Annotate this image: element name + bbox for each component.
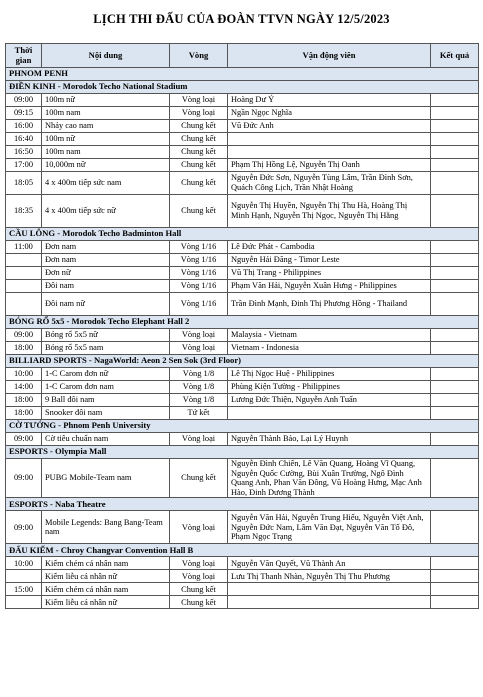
event-cell: Snooker đôi nam: [42, 407, 170, 420]
event-cell: Bóng rổ 5x5 nam: [42, 342, 170, 355]
time-cell: 09:15: [6, 107, 42, 120]
header-row: [6, 44, 479, 68]
result-cell: [431, 329, 479, 342]
table-row: [6, 254, 479, 267]
result-cell: [431, 146, 479, 159]
event-cell: Mobile Legends: Bang Bang-Team nam: [42, 511, 170, 544]
section-row: [6, 68, 479, 81]
time-cell: 14:00: [6, 381, 42, 394]
table-row: [6, 280, 479, 293]
table-row: [6, 107, 479, 120]
round-cell: Vòng loại: [170, 511, 228, 544]
event-cell: Đơn nam: [42, 254, 170, 267]
athletes-cell: Vũ Thị Trang - Philippines: [228, 267, 431, 280]
section-title: ESPORTS - Naba Theatre: [6, 498, 479, 511]
time-cell: 16:50: [6, 146, 42, 159]
section-row: [6, 498, 479, 511]
athletes-cell: Malaysia - Vietnam: [228, 329, 431, 342]
event-cell: Đôi nam nữ: [42, 293, 170, 316]
result-cell: [431, 254, 479, 267]
table-row: [6, 172, 479, 195]
round-cell: Vòng loại: [170, 329, 228, 342]
round-cell: Vòng loại: [170, 107, 228, 120]
section-title: CỜ TƯỚNG - Phnom Penh University: [6, 420, 479, 433]
event-cell: 9 Ball đôi nam: [42, 394, 170, 407]
table-row: [6, 195, 479, 228]
athletes-cell: Nguyễn Văn Quyết, Vũ Thành An: [228, 557, 431, 570]
result-cell: [431, 557, 479, 570]
athletes-cell: Trần Đình Mạnh, Đinh Thị Phương Hồng - Thailand: [228, 293, 431, 316]
result-cell: [431, 596, 479, 609]
section-title: ĐẤU KIẾM - Chroy Changvar Convention Hall B: [6, 544, 479, 557]
result-cell: [431, 241, 479, 254]
athletes-cell: Vũ Đức Anh: [228, 120, 431, 133]
schedule-table: [5, 43, 479, 609]
table-row: [6, 159, 479, 172]
event-cell: 1-C Carom đơn nam: [42, 381, 170, 394]
section-title: BÓNG RỔ 5x5 - Morodok Techo Elephant Hall 2: [6, 316, 479, 329]
event-cell: Đơn nữ: [42, 267, 170, 280]
result-cell: [431, 342, 479, 355]
athletes-cell: Nguyễn Thị Huyền, Nguyễn Thị Thu Hà, Hoàng Thị Minh Hạnh, Nguyễn Thị Ngọc, Nguyễn Thị Hằng: [228, 195, 431, 228]
time-cell: 10:00: [6, 557, 42, 570]
table-row: [6, 407, 479, 420]
round-cell: Chung kết: [170, 159, 228, 172]
round-cell: Tứ kết: [170, 407, 228, 420]
athletes-cell: Phạm Thị Hồng Lệ, Nguyễn Thị Oanh: [228, 159, 431, 172]
athletes-cell: Lưu Thị Thanh Nhàn, Nguyễn Thị Thu Phương: [228, 570, 431, 583]
result-cell: [431, 120, 479, 133]
event-cell: 4 x 400m tiếp sức nam: [42, 172, 170, 195]
round-cell: Vòng 1/8: [170, 368, 228, 381]
event-cell: 100m nữ: [42, 133, 170, 146]
result-cell: [431, 267, 479, 280]
header-time: Thời gian: [6, 44, 42, 68]
time-cell: 09:00: [6, 511, 42, 544]
event-cell: Đơn nam: [42, 241, 170, 254]
header-athletes: Vận động viên: [228, 44, 431, 68]
time-cell: 15:00: [6, 583, 42, 596]
table-row: [6, 241, 479, 254]
table-row: [6, 133, 479, 146]
table-row: [6, 342, 479, 355]
event-cell: 10,000m nữ: [42, 159, 170, 172]
round-cell: Vòng loại: [170, 557, 228, 570]
time-cell: [6, 267, 42, 280]
round-cell: Vòng 1/16: [170, 241, 228, 254]
result-cell: [431, 280, 479, 293]
time-cell: 09:00: [6, 459, 42, 498]
round-cell: Vòng 1/16: [170, 280, 228, 293]
time-cell: [6, 570, 42, 583]
round-cell: Vòng 1/16: [170, 267, 228, 280]
section-title: PHNOM PENH: [6, 68, 479, 81]
event-cell: 4 x 400m tiếp sức nữ: [42, 195, 170, 228]
result-cell: [431, 94, 479, 107]
section-row: [6, 355, 479, 368]
time-cell: 18:05: [6, 172, 42, 195]
athletes-cell: [228, 596, 431, 609]
athletes-cell: Nguyễn Hải Đăng - Timor Leste: [228, 254, 431, 267]
table-row: [6, 570, 479, 583]
section-title: CẦU LÔNG - Morodok Techo Badminton Hall: [6, 228, 479, 241]
athletes-cell: [228, 583, 431, 596]
table-row: [6, 267, 479, 280]
event-cell: 100m nam: [42, 146, 170, 159]
time-cell: 17:00: [6, 159, 42, 172]
section-row: [6, 544, 479, 557]
athletes-cell: Hoàng Dư Ý: [228, 94, 431, 107]
section-row: [6, 420, 479, 433]
athletes-cell: Lê Đức Phát - Cambodia: [228, 241, 431, 254]
table-row: [6, 120, 479, 133]
table-row: [6, 381, 479, 394]
result-cell: [431, 172, 479, 195]
event-cell: Đôi nam: [42, 280, 170, 293]
table-row: [6, 94, 479, 107]
section-title: ĐIỀN KINH - Morodok Techo National Stadium: [6, 81, 479, 94]
table-row: [6, 596, 479, 609]
result-cell: [431, 159, 479, 172]
athletes-cell: Nguyễn Đức Sơn, Nguyễn Tùng Lâm, Trần Đình Sơn, Quách Công Lịch, Trần Nhật Hoàng: [228, 172, 431, 195]
event-cell: Kiếm chém cá nhân nam: [42, 557, 170, 570]
result-cell: [431, 195, 479, 228]
table-row: [6, 394, 479, 407]
time-cell: [6, 596, 42, 609]
event-cell: 1-C Carom đơn nữ: [42, 368, 170, 381]
time-cell: 09:00: [6, 329, 42, 342]
round-cell: Vòng loại: [170, 433, 228, 446]
table-row: [6, 557, 479, 570]
time-cell: 18:35: [6, 195, 42, 228]
athletes-cell: [228, 133, 431, 146]
header-round: Vòng: [170, 44, 228, 68]
event-cell: 100m nữ: [42, 94, 170, 107]
schedule-body: [6, 68, 479, 609]
round-cell: Vòng loại: [170, 94, 228, 107]
section-row: [6, 228, 479, 241]
athletes-cell: Nguyễn Thành Bảo, Lại Lý Huynh: [228, 433, 431, 446]
section-row: [6, 446, 479, 459]
round-cell: Vòng 1/16: [170, 293, 228, 316]
round-cell: Vòng 1/8: [170, 394, 228, 407]
result-cell: [431, 459, 479, 498]
table-row: [6, 293, 479, 316]
athletes-cell: Phạm Văn Hải, Nguyễn Xuân Hưng - Philippines: [228, 280, 431, 293]
round-cell: Chung kết: [170, 146, 228, 159]
event-cell: Kiếm chém cá nhân nam: [42, 583, 170, 596]
section-title: BILLIARD SPORTS - NagaWorld: Aeon 2 Sen Sok (3rd Floor): [6, 355, 479, 368]
section-row: [6, 316, 479, 329]
event-cell: Kiếm liễu cá nhân nữ: [42, 596, 170, 609]
event-cell: 100m nam: [42, 107, 170, 120]
time-cell: 11:00: [6, 241, 42, 254]
event-cell: Cờ tiêu chuẩn nam: [42, 433, 170, 446]
time-cell: [6, 254, 42, 267]
athletes-cell: [228, 146, 431, 159]
round-cell: Chung kết: [170, 583, 228, 596]
round-cell: Chung kết: [170, 596, 228, 609]
round-cell: Vòng loại: [170, 570, 228, 583]
table-row: [6, 146, 479, 159]
table-row: [6, 433, 479, 446]
result-cell: [431, 394, 479, 407]
result-cell: [431, 570, 479, 583]
round-cell: Chung kết: [170, 459, 228, 498]
athletes-cell: [228, 407, 431, 420]
time-cell: 18:00: [6, 407, 42, 420]
round-cell: Chung kết: [170, 120, 228, 133]
event-cell: Nhảy cao nam: [42, 120, 170, 133]
section-row: [6, 81, 479, 94]
time-cell: 09:00: [6, 94, 42, 107]
table-row: [6, 368, 479, 381]
event-cell: Bóng rổ 5x5 nữ: [42, 329, 170, 342]
table-row: [6, 583, 479, 596]
section-title: ESPORTS - Olympia Mall: [6, 446, 479, 459]
round-cell: Vòng 1/8: [170, 381, 228, 394]
time-cell: 10:00: [6, 368, 42, 381]
time-cell: 18:00: [6, 342, 42, 355]
round-cell: Chung kết: [170, 195, 228, 228]
table-row: [6, 329, 479, 342]
athletes-cell: Vietnam - Indonesia: [228, 342, 431, 355]
round-cell: Chung kết: [170, 133, 228, 146]
athletes-cell: Phùng Kiện Tường - Philippines: [228, 381, 431, 394]
athletes-cell: Nguyễn Đình Chiến, Lê Văn Quang, Hoàng Vĩ Quang, Nguyễn Quốc Cường, Bùi Xuân Trường, Ngô Đình Quang Anh, Phan Văn Đông, Vũ Hoàng Hưng, Mạc Anh Hào, Đinh Dương Thành: [228, 459, 431, 498]
header-content: Nội dung: [42, 44, 170, 68]
event-cell: PUBG Mobile-Team nam: [42, 459, 170, 498]
round-cell: Vòng loại: [170, 342, 228, 355]
result-cell: [431, 583, 479, 596]
athletes-cell: Lê Thị Ngọc Huệ - Philippines: [228, 368, 431, 381]
result-cell: [431, 107, 479, 120]
athletes-cell: Lương Đức Thiện, Nguyễn Anh Tuấn: [228, 394, 431, 407]
round-cell: Chung kết: [170, 172, 228, 195]
athletes-cell: Ngần Ngọc Nghĩa: [228, 107, 431, 120]
result-cell: [431, 511, 479, 544]
time-cell: 16:00: [6, 120, 42, 133]
result-cell: [431, 381, 479, 394]
time-cell: [6, 293, 42, 316]
event-cell: Kiếm liễu cá nhân nữ: [42, 570, 170, 583]
time-cell: 18:00: [6, 394, 42, 407]
header-result: Kết quả: [431, 44, 479, 68]
time-cell: [6, 280, 42, 293]
result-cell: [431, 407, 479, 420]
time-cell: 09:00: [6, 433, 42, 446]
page-title: LỊCH THI ĐẤU CỦA ĐOÀN TTVN NGÀY 12/5/2023: [93, 12, 390, 26]
result-cell: [431, 368, 479, 381]
time-cell: 16:40: [6, 133, 42, 146]
result-cell: [431, 433, 479, 446]
table-row: [6, 511, 479, 544]
athletes-cell: Nguyễn Văn Hải, Nguyễn Trung Hiếu, Nguyễn Việt Anh, Nguyễn Đức Nam, Lâm Văn Đạt, Nguyễn Văn Tố Đô, Phạm Ngọc Trạng: [228, 511, 431, 544]
round-cell: Vòng 1/16: [170, 254, 228, 267]
result-cell: [431, 133, 479, 146]
table-row: [6, 459, 479, 498]
result-cell: [431, 293, 479, 316]
